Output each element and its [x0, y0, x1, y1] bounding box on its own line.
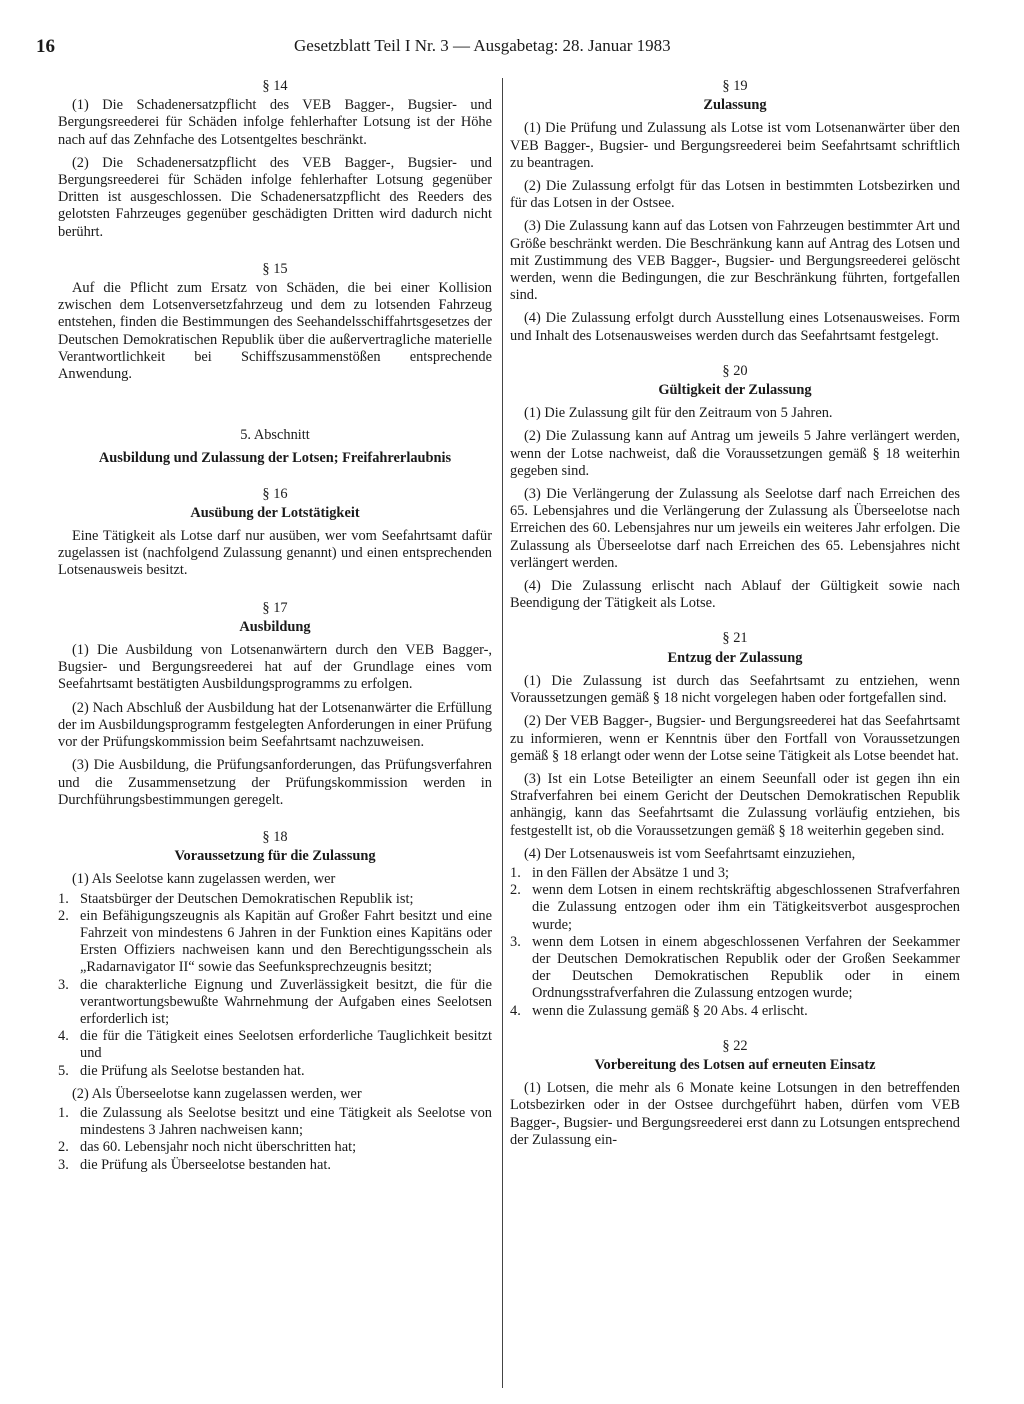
section-22-title: § 22	[722, 1037, 748, 1054]
page-header	[36, 36, 964, 62]
section-19-para-1: (1) Die Prüfung und Zulassung als Lotse ist vom Lotsenanwärter über den VEB Bagger-, Bugsier- und Bergungsreederei beim Seefahrtsamt schriftlich zu beantragen.	[510, 120, 960, 171]
section-21-para-3: (3) Ist ein Lotse Beteiligter an einem Seeunfall oder ist gegen ihn ein Strafverfahren bei einem Gericht der Deutschen Demokratischen Republik anhängig, kann das Seefahrtsamt die Zulassung vorläufig entziehen, bis festgestellt ist, ob die Voraussetzungen gemäß § 18 weiterhin gegeben sind.	[510, 770, 960, 839]
section-16-title: § 16	[262, 485, 288, 502]
list-item-text: die charakterliche Eignung und Zuverlässigkeit besitzt, die für die verantwortungsbewußte Wahrnehmung der Aufgaben eines Seelotsen erforderlich ist;	[80, 976, 492, 1027]
list-item-text: die Prüfung als Überseelotse bestanden hat.	[80, 1156, 331, 1173]
list-item-number: 5.	[58, 1062, 69, 1079]
section-19-para-2: (2) Die Zulassung erfolgt für das Lotsen in bestimmten Lotsbezirken und für das Lotsen in der Ostsee.	[510, 178, 960, 212]
chapter-label: 5. Abschnitt	[240, 427, 310, 444]
list-item-number: 4.	[510, 1002, 521, 1019]
section-20-para-4: (4) Die Zulassung erlischt nach Ablauf der Gültigkeit sowie nach Beendigung der Tätigkeit als Lotse.	[510, 578, 960, 612]
list-item-text: wenn dem Lotsen in einem rechtskräftig abgeschlossenen Strafverfahren die Zulassung entzogen oder ihm ein Tätigkeitsverbot ausgesprochen wurde;	[532, 882, 960, 933]
list-item-text: die Zulassung als Seelotse besitzt und eine Tätigkeit als Seelotse von mindestens 3 Jahren nachweisen kann;	[80, 1104, 492, 1139]
list-item-text: die für die Tätigkeit eines Seelotsen erforderliche Tauglichkeit besitzt und	[80, 1028, 492, 1062]
list-item-number: 2.	[58, 1139, 69, 1156]
list-item	[58, 908, 492, 977]
section-14-para-2: (2) Die Schadenersatzpflicht des VEB Bagger-, Bugsier- und Bergungsreederei für Schäden infolge fehlerhafter Lotsung gegenüber Dritten ist ausgeschlossen. Die Schadenersatzpflicht des Reeders des gelotsten Fahrzeuges gegenüber geschädigten Dritten wird dadurch nicht berührt.	[58, 154, 492, 240]
section-18-intro-2: (2) Als Überseelotse kann zugelassen werden, wer	[72, 1085, 362, 1102]
list-item-number: 3.	[58, 976, 69, 993]
section-20-para-1: (1) Die Zulassung gilt für den Zeitraum von 5 Jahren.	[524, 405, 833, 422]
list-item-number: 2.	[58, 907, 69, 924]
section-20-para-3: (3) Die Verlängerung der Zulassung als Seelotse darf nach Erreichen des 65. Lebensjahres und die Verlängerung der Zulassung als Überseelotse nach Erreichen des 60. Lebensjahres nur um jeweils ein weiteres Jahr erfolgen. Die Zulassung als Überseelotse darf nach Erreichen des 65. Lebensjahres nicht verlängert werden.	[510, 486, 960, 571]
list-item	[510, 865, 960, 882]
right-column	[510, 78, 960, 1394]
column-divider	[502, 78, 503, 1388]
section-14-title: § 14	[262, 78, 288, 94]
section-18-heading: Voraussetzung für die Zulassung	[174, 848, 376, 865]
section-19-heading: Zulassung	[703, 97, 767, 114]
left-column	[58, 78, 492, 1394]
section-21-heading: Entzug der Zulassung	[667, 649, 803, 666]
section-16-para-1: Eine Tätigkeit als Lotse darf nur ausüben, wer vom Seefahrtsamt dafür zugelassen ist (nachfolgend Zulassung genannt) und einen entsprechenden Lotsenausweis besitzt.	[58, 528, 492, 579]
list-item	[510, 1003, 960, 1020]
section-21-intro-4: (4) Der Lotsenausweis ist vom Seefahrtsamt einzuziehen,	[524, 845, 856, 862]
list-item	[510, 882, 960, 934]
list-item	[58, 1063, 492, 1080]
list-item	[58, 1105, 492, 1139]
section-15-title: § 15	[262, 260, 288, 277]
section-21-para-2: (2) Der VEB Bagger-, Bugsier- und Bergungsreederei hat das Seefahrtsamt zu informieren, wenn er Kenntnis über den Fortfall von Voraussetzungen gemäß § 18 erlangt oder wenn der Lotse seine Tätigkeit als Lotse beendet hat.	[510, 713, 960, 764]
section-19-para-3: (3) Die Zulassung kann auf das Lotsen von Fahrzeugen bestimmter Art und Größe beschränkt werden. Die Beschränkung kann auf Antrag des Lotsen und mit Zustimmung des VEB Bagger-, Bugsier- und Bergungsreederei gelöscht werden, wenn die Bedingungen, die zur Beschränkung führten, fortgefallen sind.	[510, 218, 960, 304]
section-17-heading: Ausbildung	[239, 618, 311, 635]
list-item-text: Staatsbürger der Deutschen Demokratischen Republik ist;	[80, 890, 414, 907]
section-21-title: § 21	[722, 630, 748, 647]
section-22-para-1: (1) Lotsen, die mehr als 6 Monate keine Lotsungen in den betreffenden Lotsbezirken oder in der Ostsee durchgeführt haben, dürfen vom VEB Bagger-, Bugsier- und Bergungsreederei erst dann zu Lotsungen entsprechend der Zulassung ein-	[510, 1080, 960, 1148]
list-item-text: das 60. Lebensjahr noch nicht überschritten hat;	[80, 1139, 357, 1156]
list-item-number: 2.	[510, 882, 521, 899]
list-item-text: ein Befähigungszeugnis als Kapitän auf Großer Fahrt besitzt und eine Fahrzeit von mindestens 6 Jahren in der Funktion eines Kapitäns oder Ersten Offiziers nachweisen kann und den Berechtigungsschein als „Radarnavigator II“ sowie das Seefunksprechzeugnis besitzt;	[80, 907, 492, 976]
list-item-number: 1.	[58, 1104, 69, 1121]
list-item	[58, 1139, 492, 1156]
section-18-list-1	[58, 891, 492, 1080]
section-14-para-1: (1) Die Schadenersatzpflicht des VEB Bagger-, Bugsier- und Bergungsreederei für Schäden infolge fehlerhafter Lotsung ist der Höhe nach auf das Zehnfache des Lotsentgeltes beschränkt.	[58, 97, 492, 148]
list-item-number: 1.	[58, 890, 69, 907]
section-18-intro-1: (1) Als Seelotse kann zugelassen werden, wer	[72, 871, 336, 888]
section-20-para-2: (2) Die Zulassung kann auf Antrag um jeweils 5 Jahre verlängert werden, wenn der Lotse nachweist, daß die Voraussetzungen gemäß § 18 weiterhin gegeben sind.	[510, 428, 960, 479]
section-19-title: § 19	[722, 78, 748, 94]
section-18-list-2	[58, 1105, 492, 1174]
page-number: 16	[36, 36, 55, 57]
section-16-heading: Ausübung der Lotstätigkeit	[190, 504, 360, 521]
section-17-para-2: (2) Nach Abschluß der Ausbildung hat der Lotsenanwärter die Erfüllung der im Ausbildungsprogramm festgelegten Anforderungen in einer Prüfung vor der Prüfungskommission beim Seefahrtsamt nachzuweisen.	[58, 699, 492, 751]
list-item	[510, 934, 960, 1003]
list-item-number: 3.	[58, 1156, 69, 1173]
list-item-text: wenn die Zulassung gemäß § 20 Abs. 4 erlischt.	[532, 1002, 808, 1019]
list-item-number: 3.	[510, 933, 521, 950]
section-17-title: § 17	[262, 599, 288, 616]
section-20-title: § 20	[722, 362, 748, 379]
list-item	[58, 1028, 492, 1062]
list-item	[58, 977, 492, 1029]
section-17-para-1: (1) Die Ausbildung von Lotsenanwärtern durch den VEB Bagger-, Bugsier- und Bergungsreederei hat auf der Grundlage eines vom Seefahrtsamt bestätigten Ausbildungsprogramms zu erfolgen.	[58, 642, 492, 693]
section-21-list-4	[510, 865, 960, 1020]
list-item-number: 4.	[58, 1028, 69, 1045]
list-item	[58, 1157, 492, 1174]
section-22-heading: Vorbereitung des Lotsen auf erneuten Einsatz	[594, 1056, 876, 1073]
running-title: Gesetzblatt Teil I Nr. 3 — Ausgabetag: 28. Januar 1983	[294, 36, 671, 55]
section-20-heading: Gültigkeit der Zulassung	[658, 382, 812, 399]
section-18-title: § 18	[262, 828, 288, 845]
section-21-para-1: (1) Die Zulassung ist durch das Seefahrtsamt zu entziehen, wenn Voraussetzungen gemäß § 18 nicht vorgelegen haben oder fortgefallen sind.	[510, 672, 960, 707]
list-item-text: die Prüfung als Seelotse bestanden hat.	[80, 1062, 305, 1079]
list-item	[58, 891, 492, 908]
chapter-title: Ausbildung und Zulassung der Lotsen; Freifahrerlaubnis	[98, 450, 452, 467]
list-item-text: in den Fällen der Absätze 1 und 3;	[532, 864, 730, 881]
list-item-number: 1.	[510, 864, 521, 881]
section-15-para-1: Auf die Pflicht zum Ersatz von Schäden, die bei einer Kollision zwischen dem Lotsenversetzfahrzeug und dem zu lotsenden Fahrzeug entstehen, finden die Bestimmungen des Seehandelsschiffahrtsgesetzes der Deutschen Demokratischen Republik über die außervertragliche materielle Verantwortlichkeit bei Schiffszusammenstößen entsprechende Anwendung.	[58, 280, 492, 383]
section-19-para-4: (4) Die Zulassung erfolgt durch Ausstellung eines Lotsenausweises. Form und Inhalt des Lotsenausweises werden durch das Seefahrtsamt festgelegt.	[510, 310, 960, 344]
list-item-text: wenn dem Lotsen in einem abgeschlossenen Verfahren der Seekammer der Deutschen Demokratischen Republik oder der Großen Seekammer der Deutschen Demokratischen Republik oder in einem Ordnungsstrafverfahren die Zulassung entzogen wurde;	[532, 933, 960, 1002]
section-17-para-3: (3) Die Ausbildung, die Prüfungsanforderungen, das Prüfungsverfahren und die Zusammensetzung der Prüfungskommission werden in Durchführungsbestimmungen geregelt.	[58, 757, 492, 808]
